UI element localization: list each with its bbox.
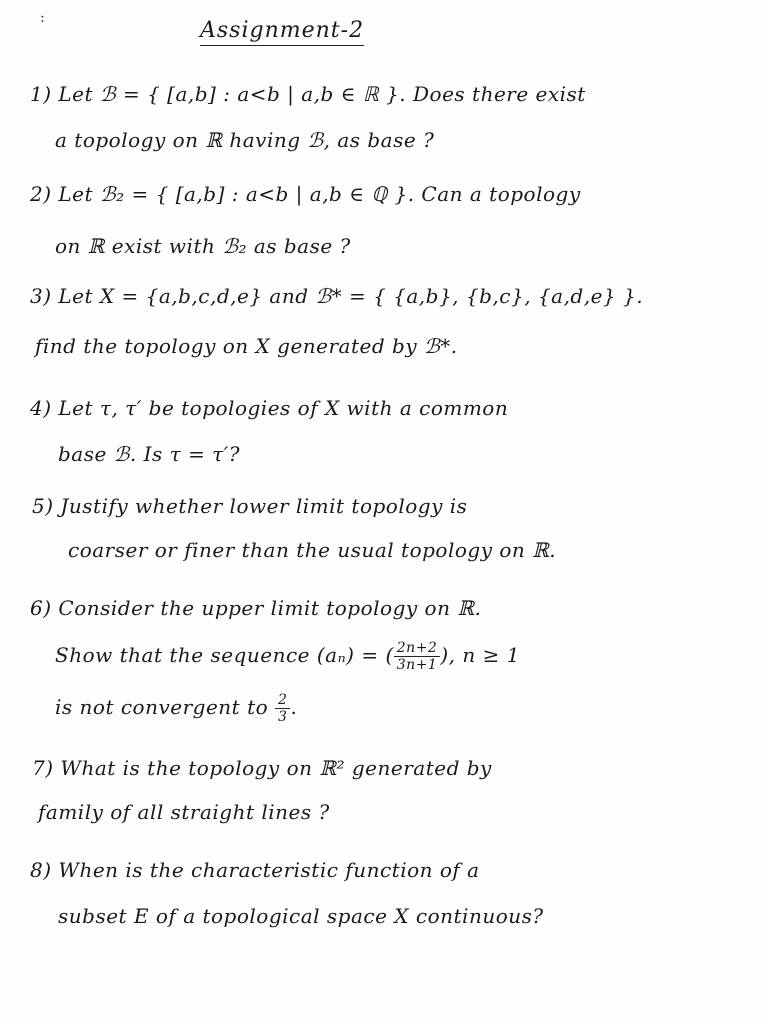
q1-line1: 1) Let ℬ = { [a,b] : a<b | a,b ∈ ℝ }. Does there exist	[30, 82, 586, 106]
fraction-denominator: 3n+1	[396, 657, 438, 673]
limit-numerator: 2	[275, 692, 290, 709]
q5-line2: coarser or finer than the usual topology on ℝ.	[68, 538, 557, 562]
q6-line2-start: Show that the sequence (aₙ) = (	[55, 643, 394, 667]
q8-line2: subset E of a topological space X continuous?	[58, 904, 544, 928]
fraction-numerator: 2n+2	[394, 640, 441, 657]
q2-line2: on ℝ exist with ℬ₂ as base ?	[55, 234, 351, 258]
page-title: Assignment-2	[200, 18, 364, 46]
q4-line2: base ℬ. Is τ = τ′?	[58, 442, 241, 466]
q6-line1: 6) Consider the upper limit topology on ℝ.	[30, 596, 482, 620]
q4-line1: 4) Let τ, τ′ be topologies of X with a common	[30, 396, 509, 420]
q7-line2: family of all straight lines ?	[38, 800, 330, 824]
q6-line3-end: .	[290, 695, 298, 719]
q6-line3	[55, 692, 297, 725]
q2-line1: 2) Let ℬ₂ = { [a,b] : a<b | a,b ∈ ℚ }. Can a topology	[30, 182, 581, 206]
q5-line1: 5) Justify whether lower limit topology is	[32, 494, 468, 518]
q8-line1: 8) When is the characteristic function of a	[30, 858, 480, 882]
q7-line1: 7) What is the topology on ℝ² generated by	[32, 756, 492, 780]
limit-denominator: 3	[278, 709, 288, 725]
margin-marks: :	[40, 10, 45, 26]
q6-line3-start: is not convergent to	[55, 695, 269, 719]
sequence-fraction	[394, 640, 441, 673]
limit-fraction	[275, 692, 290, 725]
q6-line2	[55, 640, 520, 673]
q3-line2: find the topology on X generated by ℬ*.	[35, 334, 458, 358]
q3-line1: 3) Let X = {a,b,c,d,e} and ℬ* = { {a,b}, {b,c}, {a,d,e} }.	[30, 284, 644, 308]
q1-line2: a topology on ℝ having ℬ, as base ?	[55, 128, 435, 152]
q6-line2-end: ), n ≥ 1	[440, 643, 520, 667]
